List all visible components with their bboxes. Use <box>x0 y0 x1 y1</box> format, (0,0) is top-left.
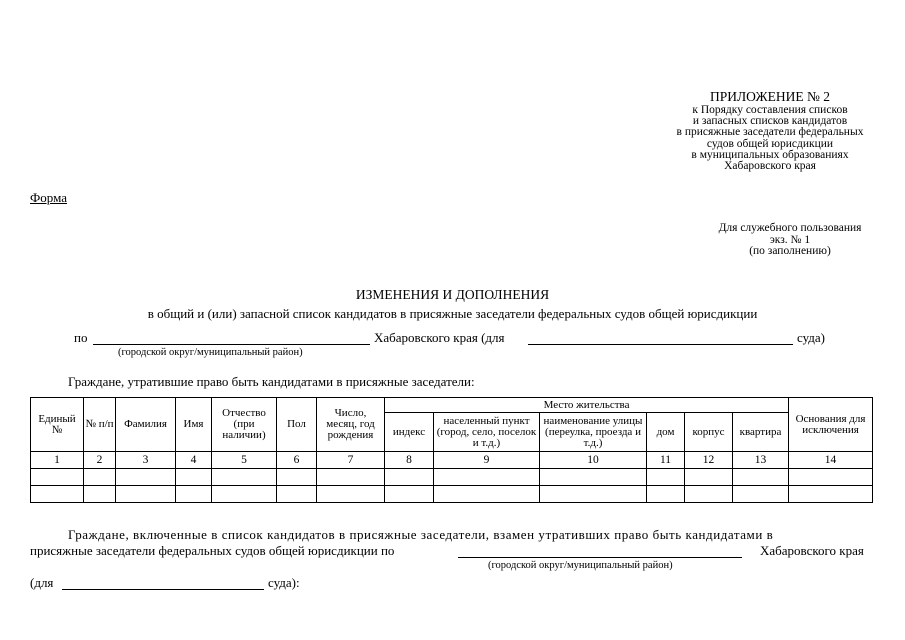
court-field[interactable] <box>528 331 793 345</box>
appendix-line: в муниципальных образованиях <box>691 148 849 161</box>
column-number: 13 <box>733 452 789 469</box>
header-house: дом <box>647 413 685 452</box>
table-cell[interactable] <box>789 486 873 503</box>
appendix-line: судов общей юрисдикции <box>706 137 834 150</box>
table-row <box>31 486 873 503</box>
column-number: 5 <box>212 452 277 469</box>
document-subtitle: в общий и (или) запасной список кандидатов в присяжные заседатели федеральных судов общей юрисдикции <box>147 306 758 321</box>
column-number: 7 <box>317 452 385 469</box>
column-number: 9 <box>434 452 540 469</box>
table-cell[interactable] <box>385 469 434 486</box>
header-building: корпус <box>685 413 733 452</box>
header-name: Имя <box>176 398 212 452</box>
header-reason: Основания для исключения <box>789 398 873 452</box>
table-cell[interactable] <box>647 486 685 503</box>
appendix-line: Хабаровского края <box>724 160 816 173</box>
table-row <box>31 469 873 486</box>
table-cell[interactable] <box>84 469 116 486</box>
table-cell[interactable] <box>116 469 176 486</box>
header-index: индекс <box>385 413 434 452</box>
column-number: 3 <box>116 452 176 469</box>
column-number: 6 <box>277 452 317 469</box>
section2-line2-suffix: Хабаровского края <box>760 543 864 558</box>
column-number: 10 <box>540 452 647 469</box>
table-cell[interactable] <box>176 486 212 503</box>
dla-prefix: (для <box>30 575 54 590</box>
candidates-table <box>30 397 873 503</box>
table-cell[interactable] <box>317 486 385 503</box>
table-cell[interactable] <box>733 486 789 503</box>
district-caption-2: (городской округ/муниципальный район) <box>488 560 673 571</box>
appendix-title: ПРИЛОЖЕНИЕ № 2 <box>709 89 831 104</box>
table-cell[interactable] <box>434 469 540 486</box>
header-birth: Число, месяц, год рождения <box>317 398 385 452</box>
appendix-line: и запасных списков кандидатов <box>692 115 848 128</box>
table-cell[interactable] <box>176 469 212 486</box>
column-number: 8 <box>385 452 434 469</box>
section2-paragraph <box>30 525 873 544</box>
table-cell[interactable] <box>116 486 176 503</box>
document-title: ИЗМЕНЕНИЯ И ДОПОЛНЕНИЯ <box>355 287 550 302</box>
column-number-row <box>31 452 873 469</box>
service-line: Для служебного пользования <box>718 222 862 234</box>
po-suffix: суда) <box>797 330 825 345</box>
service-note <box>700 223 880 258</box>
section2-text: Граждане, включенные в список кандидатов в присяжные заседатели, взамен утративших право быть кандидатами в <box>68 527 774 542</box>
table-cell[interactable] <box>685 486 733 503</box>
po-middle: Хабаровского края (для <box>374 330 505 345</box>
column-number: 12 <box>685 452 733 469</box>
table-cell[interactable] <box>434 486 540 503</box>
table-cell[interactable] <box>685 469 733 486</box>
table-cell[interactable] <box>277 469 317 486</box>
section2-line2-prefix: присяжные заседатели федеральных судов общей юрисдикции по <box>30 543 395 558</box>
district-field-2[interactable] <box>458 544 742 558</box>
column-number: 4 <box>176 452 212 469</box>
header-flat: квартира <box>733 413 789 452</box>
table-cell[interactable] <box>540 469 647 486</box>
table-cell[interactable] <box>277 486 317 503</box>
header-settlement: населенный пункт (город, село, поселок и т.д.) <box>434 413 540 452</box>
appendix-line: к Порядку составления списков <box>692 104 848 116</box>
appendix-block <box>600 89 905 172</box>
table-cell[interactable] <box>385 486 434 503</box>
header-num: № п/п <box>84 398 116 452</box>
section1-heading: Граждане, утратившие право быть кандидатами в присяжные заседатели: <box>68 374 475 389</box>
court-field-2[interactable] <box>62 576 264 590</box>
header-id: Единый № <box>31 398 84 452</box>
table-cell[interactable] <box>317 469 385 486</box>
table-cell[interactable] <box>733 469 789 486</box>
section2-line1 <box>30 525 873 544</box>
table-cell[interactable] <box>212 469 277 486</box>
column-number: 1 <box>31 452 84 469</box>
header-patronymic: Отчество (при наличии) <box>212 398 277 452</box>
header-residence: Место жительства <box>385 398 789 413</box>
table-cell[interactable] <box>31 486 84 503</box>
table-cell[interactable] <box>540 486 647 503</box>
table-cell[interactable] <box>647 469 685 486</box>
po-prefix: по <box>74 330 88 345</box>
table-cell[interactable] <box>31 469 84 486</box>
column-number: 2 <box>84 452 116 469</box>
table-cell[interactable] <box>789 469 873 486</box>
column-number: 11 <box>647 452 685 469</box>
service-line: (по заполнению) <box>749 245 831 257</box>
district-field[interactable] <box>93 331 370 345</box>
table-cell[interactable] <box>212 486 277 503</box>
appendix-line: в присяжные заседатели федеральных <box>676 126 864 139</box>
form-label: Форма <box>30 190 67 205</box>
table-cell[interactable] <box>84 486 116 503</box>
header-surname: Фамилия <box>116 398 176 452</box>
dla-suffix: суда): <box>268 575 300 590</box>
district-caption: (городской округ/муниципальный район) <box>118 347 303 358</box>
header-street: наименование улицы (переулка, проезда и т.д.) <box>540 413 647 452</box>
service-line: экз. № 1 <box>769 233 811 246</box>
column-number: 14 <box>789 452 873 469</box>
header-sex: Пол <box>277 398 317 452</box>
